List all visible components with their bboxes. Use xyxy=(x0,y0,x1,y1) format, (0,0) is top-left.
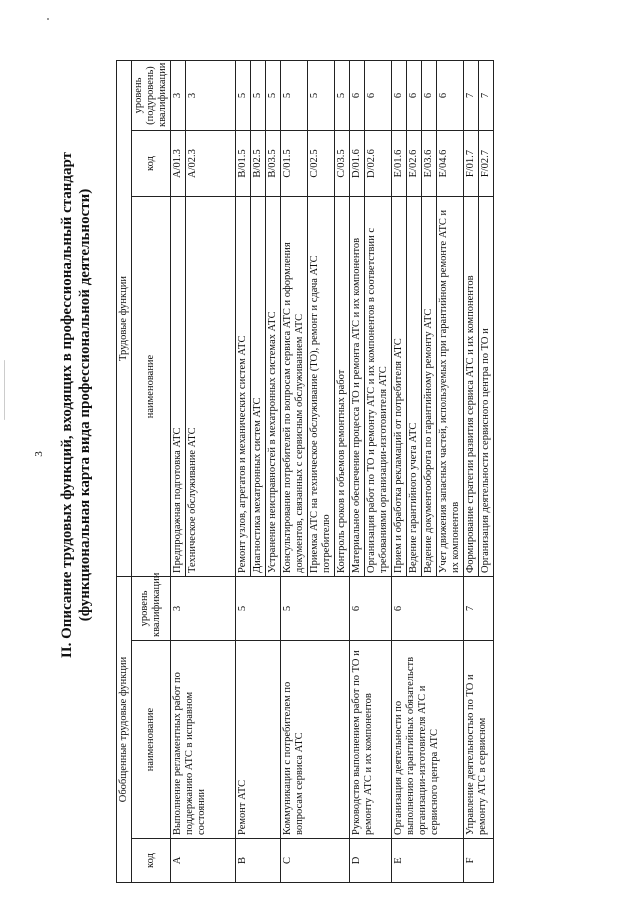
function-name: Контроль сроков и объемов ремонтных работ xyxy=(335,197,350,577)
group-name: Ремонт АТС xyxy=(236,641,281,839)
function-name: Ведение гарантийного учета АТС xyxy=(407,197,422,577)
group-level: 5 xyxy=(281,577,350,641)
function-code: F/02.7 xyxy=(479,131,494,197)
table-row xyxy=(236,60,251,882)
function-code: E/01.6 xyxy=(392,131,407,197)
function-name: Консультирование потребителей по вопросам сервиса АТС и оформления документов, связанных с сервисным обслуживанием АТС xyxy=(281,197,308,577)
function-name: Ремонт узлов, агрегатов и механических систем АТС xyxy=(236,197,251,577)
table-row xyxy=(392,60,407,882)
function-code: C/03.5 xyxy=(335,131,350,197)
header-code: код xyxy=(132,839,171,883)
section-title xyxy=(58,55,94,755)
header-level: уровень квалификации xyxy=(132,577,171,641)
function-code: D/01.6 xyxy=(350,131,365,197)
function-level: 3 xyxy=(171,60,186,130)
group-level: 5 xyxy=(236,577,281,641)
function-name: Учет движения запасных частей, используемых при гарантийном ремонте АТС и их компонентов xyxy=(437,197,464,577)
functional-map-table xyxy=(116,60,494,883)
function-name: Формирование стратегии развития сервиса АТС и их компонентов xyxy=(464,197,479,577)
function-code: A/02.3 xyxy=(186,131,236,197)
header-function-code: код xyxy=(132,131,171,197)
function-name: Материальное обеспечение процесса ТО и ремонта АТС и их компонентов xyxy=(350,197,365,577)
group-code: C xyxy=(281,839,350,883)
function-level: 6 xyxy=(422,60,437,130)
group-code: A xyxy=(171,839,236,883)
function-code: B/01.5 xyxy=(236,131,251,197)
group-code: E xyxy=(392,839,464,883)
function-name: Предпродажная подготовка АТС xyxy=(171,197,186,577)
function-code: C/01.5 xyxy=(281,131,308,197)
function-name: Организация деятельности сервисного центра по ТО и xyxy=(479,197,494,577)
group-code: B xyxy=(236,839,281,883)
function-level: 5 xyxy=(281,60,308,130)
group-level: 6 xyxy=(392,577,464,641)
group-code: D xyxy=(350,839,392,883)
function-name: Организация работ по ТО и ремонту АТС и их компонентов в соответствии с требованиями организации-изготовителя АТС xyxy=(365,197,392,577)
header-generalized: Обобщенные трудовые функции xyxy=(117,577,132,883)
table-row xyxy=(350,60,365,882)
group-level: 7 xyxy=(464,577,494,641)
function-code: E/04.6 xyxy=(437,131,464,197)
function-code: F/01.7 xyxy=(464,131,479,197)
group-level: 3 xyxy=(171,577,236,641)
header-name: наименование xyxy=(132,641,171,839)
group-name: Управление деятельностью по ТО и ремонту АТС в сервисном xyxy=(464,641,494,839)
function-name: Прием и обработка рекламаций от потребителя АТС xyxy=(392,197,407,577)
function-name: Диагностика мехатронных систем АТС xyxy=(251,197,266,577)
group-name: Выполнение регламентных работ по поддержанию АТС в исправном состоянии xyxy=(171,641,236,839)
title-line-1: II. Описание трудовых функций, входящих в профессиональный стандарт xyxy=(59,151,75,659)
group-level: 6 xyxy=(350,577,392,641)
table-row xyxy=(171,60,186,882)
function-code: B/03.5 xyxy=(266,131,281,197)
function-level: 6 xyxy=(407,60,422,130)
table-row xyxy=(281,60,308,882)
function-code: D/02.6 xyxy=(365,131,392,197)
function-level: 5 xyxy=(236,60,251,130)
function-code: E/03.6 xyxy=(422,131,437,197)
function-level: 5 xyxy=(251,60,266,130)
function-level: 5 xyxy=(335,60,350,130)
function-level: 7 xyxy=(464,60,479,130)
table-row xyxy=(464,60,479,882)
header-labor-functions: Трудовые функции xyxy=(117,60,132,576)
function-level: 7 xyxy=(479,60,494,130)
function-level: 6 xyxy=(350,60,365,130)
function-name: Ведение документооборота по гарантийному ремонту АТС xyxy=(422,197,437,577)
page-number: 3 xyxy=(32,451,45,457)
function-level: 6 xyxy=(437,60,464,130)
function-code: A/01.3 xyxy=(171,131,186,197)
function-code: B/02.5 xyxy=(251,131,266,197)
function-name: Устранение неисправностей в мехатронных системах АТС xyxy=(266,197,281,577)
group-name: Руководство выполнением работ по ТО и ремонту АТС и их компонентов xyxy=(350,641,392,839)
function-code: E/02.6 xyxy=(407,131,422,197)
title-line-2: (функциональная карта вида профессиональной деятельности) xyxy=(77,188,93,622)
function-level: 6 xyxy=(365,60,392,130)
function-level: 5 xyxy=(308,60,335,130)
function-level: 3 xyxy=(186,60,236,130)
function-level: 5 xyxy=(266,60,281,130)
group-name: Организация деятельности по выполнению гарантийных обязательств организации-изготовителя АТС и сервисного центра АТС xyxy=(392,641,464,839)
header-function-name: наименование xyxy=(132,197,171,577)
group-code: F xyxy=(464,839,494,883)
function-level: 6 xyxy=(392,60,407,130)
function-name: Приемка АТС на техническое обслуживание (ТО), ремонт и сдача АТС потребителю xyxy=(308,197,335,577)
function-name: Техническое обслуживание АТС xyxy=(186,197,236,577)
header-sublevel: уровень (подуровень) квалификации xyxy=(132,60,171,130)
group-name: Коммуникации с потребителем по вопросам сервиса АТС xyxy=(281,641,350,839)
function-code: C/02.5 xyxy=(308,131,335,197)
